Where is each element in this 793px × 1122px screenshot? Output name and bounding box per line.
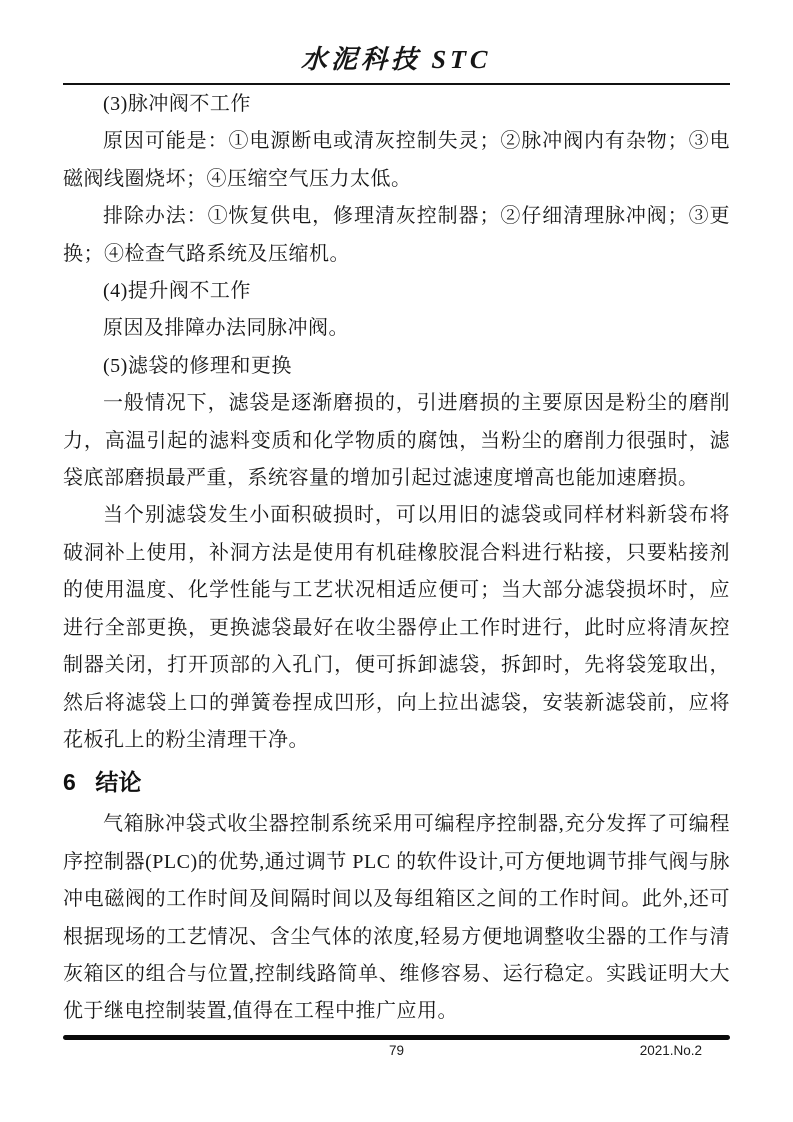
footer-row [63,1042,730,1060]
body-paragraph-bag-replacement: 当个别滤袋发生小面积破损时，可以用旧的滤袋或同样材料新袋布将破洞补上使用，补洞方法是使用有机硅橡胶混合料进行粘接，只要粘接剂的使用温度、化学性能与工艺状况相适应便可；当大部分滤袋损坏时，应进行全部更换，更换滤袋最好在收尘器停止工作时进行，此时应将清灰控制器关闭，打开顶部的入孔门，便可拆卸滤袋，拆卸时，先将袋笼取出，然后将滤袋上口的弹簧卷捏成凹形，向上拉出滤袋，安装新滤袋前，应将花板孔上的粉尘清理干净。 [63,504,730,751]
footer-rule [63,1035,730,1040]
page-content [63,85,730,1031]
section-number: 6 [63,769,76,796]
body-paragraph-causes: 原因可能是：①电源断电或清灰控制失灵；②脉冲阀内有杂物；③电磁阀线圈烧坏；④压缩空气压力太低。 [63,130,730,190]
item-heading-bag-repair: (5)滤袋的修理和更换 [103,354,292,377]
conclusion-paragraph: 气箱脉冲袋式收尘器控制系统采用可编程序控制器,充分发挥了可编程序控制器(PLC)的优势,通过调节 PLC 的软件设计,可方便地调节排气阀与脉冲电磁阀的工作时间及间隔时间以及每组箱区之间的工作时间。此外,还可根据现场的工艺情况、含尘气体的浓度,轻易方便地调整收尘器的工作与清灰箱区的组合与位置,控制线路简单、维修容易、运行稳定。实践证明大大优于继电控制装置,值得在工程中推广应用。 [63,813,730,1023]
section-heading-conclusion [63,767,730,797]
body-paragraph-remedies: 排除办法：①恢复供电，修理清灰控制器；②仔细清理脉冲阀；③更换；④检查气路系统及压缩机。 [63,205,730,265]
page-header [63,42,730,85]
section-title: 结论 [95,769,142,796]
body-paragraph-bag-wear: 一般情况下，滤袋是逐渐磨损的，引进磨损的主要原因是粉尘的磨削力，高温引起的滤料变质和化学物质的腐蚀，当粉尘的磨削力很强时，滤袋底部磨损最严重，系统容量的增加引起过滤速度增高也能加速磨损。 [63,392,730,490]
body-paragraph-same-as-pulse-valve: 原因及排障办法同脉冲阀。 [103,317,349,340]
item-heading-lift-valve: (4)提升阀不工作 [103,280,251,303]
item-heading-pulse-valve: (3)脉冲阀不工作 [103,93,251,115]
page-footer [63,1035,730,1060]
page-number: 79 [388,1043,405,1058]
issue-label: 2021.No.2 [639,1043,702,1058]
journal-title: 水泥科技 STC [300,45,493,74]
